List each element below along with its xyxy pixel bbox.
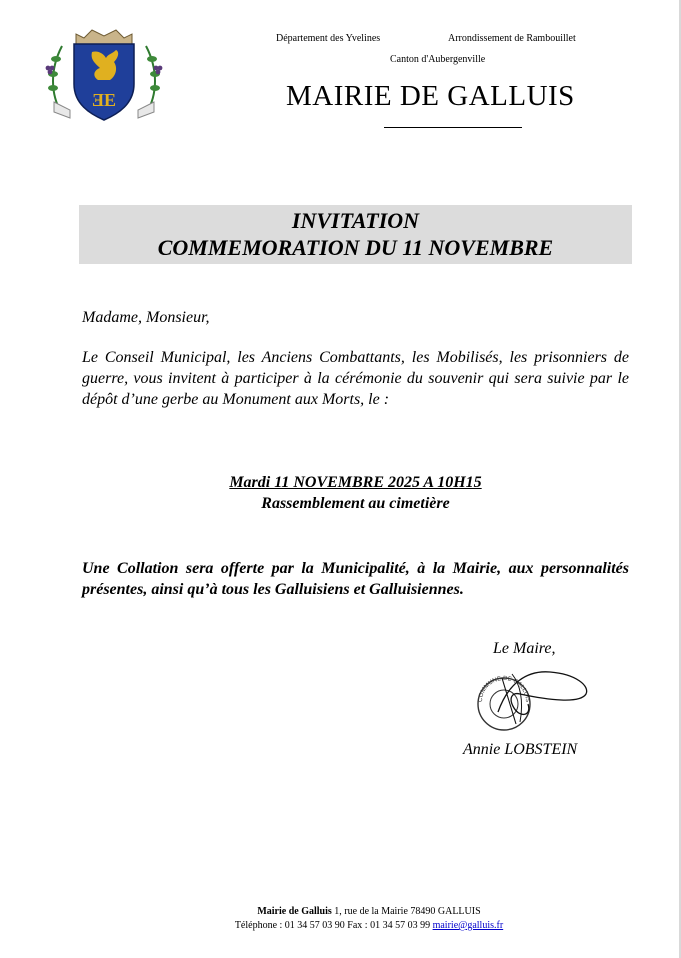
footer-contact [0,920,681,931]
collation-notice: Une Collation sera offerte par la Municipalité, à la Mairie, aux personnalités présentes, ainsi qu’à tous les Galluisiens et Galluisiennes. [82,560,629,598]
invitation-heading: INVITATION [291,208,420,233]
coat-of-arms-logo [40,24,168,122]
header-departement: Département des Yvelines [276,33,381,44]
header-canton: Canton d'Aubergenville [390,54,486,65]
invitation-banner [79,205,632,264]
email-link[interactable]: mairie@galluis.fr [432,920,504,931]
title-underline [384,127,522,128]
official-stamp-signature [468,664,594,734]
event-place: Rassemblement au cimetière [261,495,450,512]
svg-text:ƎE: ƎE [91,90,117,110]
stamp-text: COMMUNE DE GALLUIS [477,675,531,703]
mairie-title: MAIRIE DE GALLUIS [286,80,575,112]
signature-title: Le Maire, [493,640,556,657]
commemoration-heading: COMMEMORATION DU 11 NOVEMBRE [157,235,554,260]
footer-address-text: 1, rue de la Mairie 78490 GALLUIS [331,906,481,917]
event-date: Mardi 11 NOVEMBRE 2025 A 10H15 [229,474,482,491]
signer-name: Annie LOBSTEIN [463,741,578,758]
footer-phone: Téléphone : 01 34 57 03 90 Fax : 01 34 57 03 99 [234,920,433,931]
invitation-body: Le Conseil Municipal, les Anciens Combattants, les Mobilisés, les prisonniers de guerre, vous invitent à participer à la cérémonie du souvenir qui sera suivie par le dépôt d’une gerbe au Monument aux Morts, le : [82,349,629,408]
footer-address [0,906,681,917]
footer-org: Mairie de Galluis [257,906,332,917]
header-arrondissement: Arrondissement de Rambouillet [448,33,576,44]
salutation: Madame, Monsieur, [82,309,210,326]
